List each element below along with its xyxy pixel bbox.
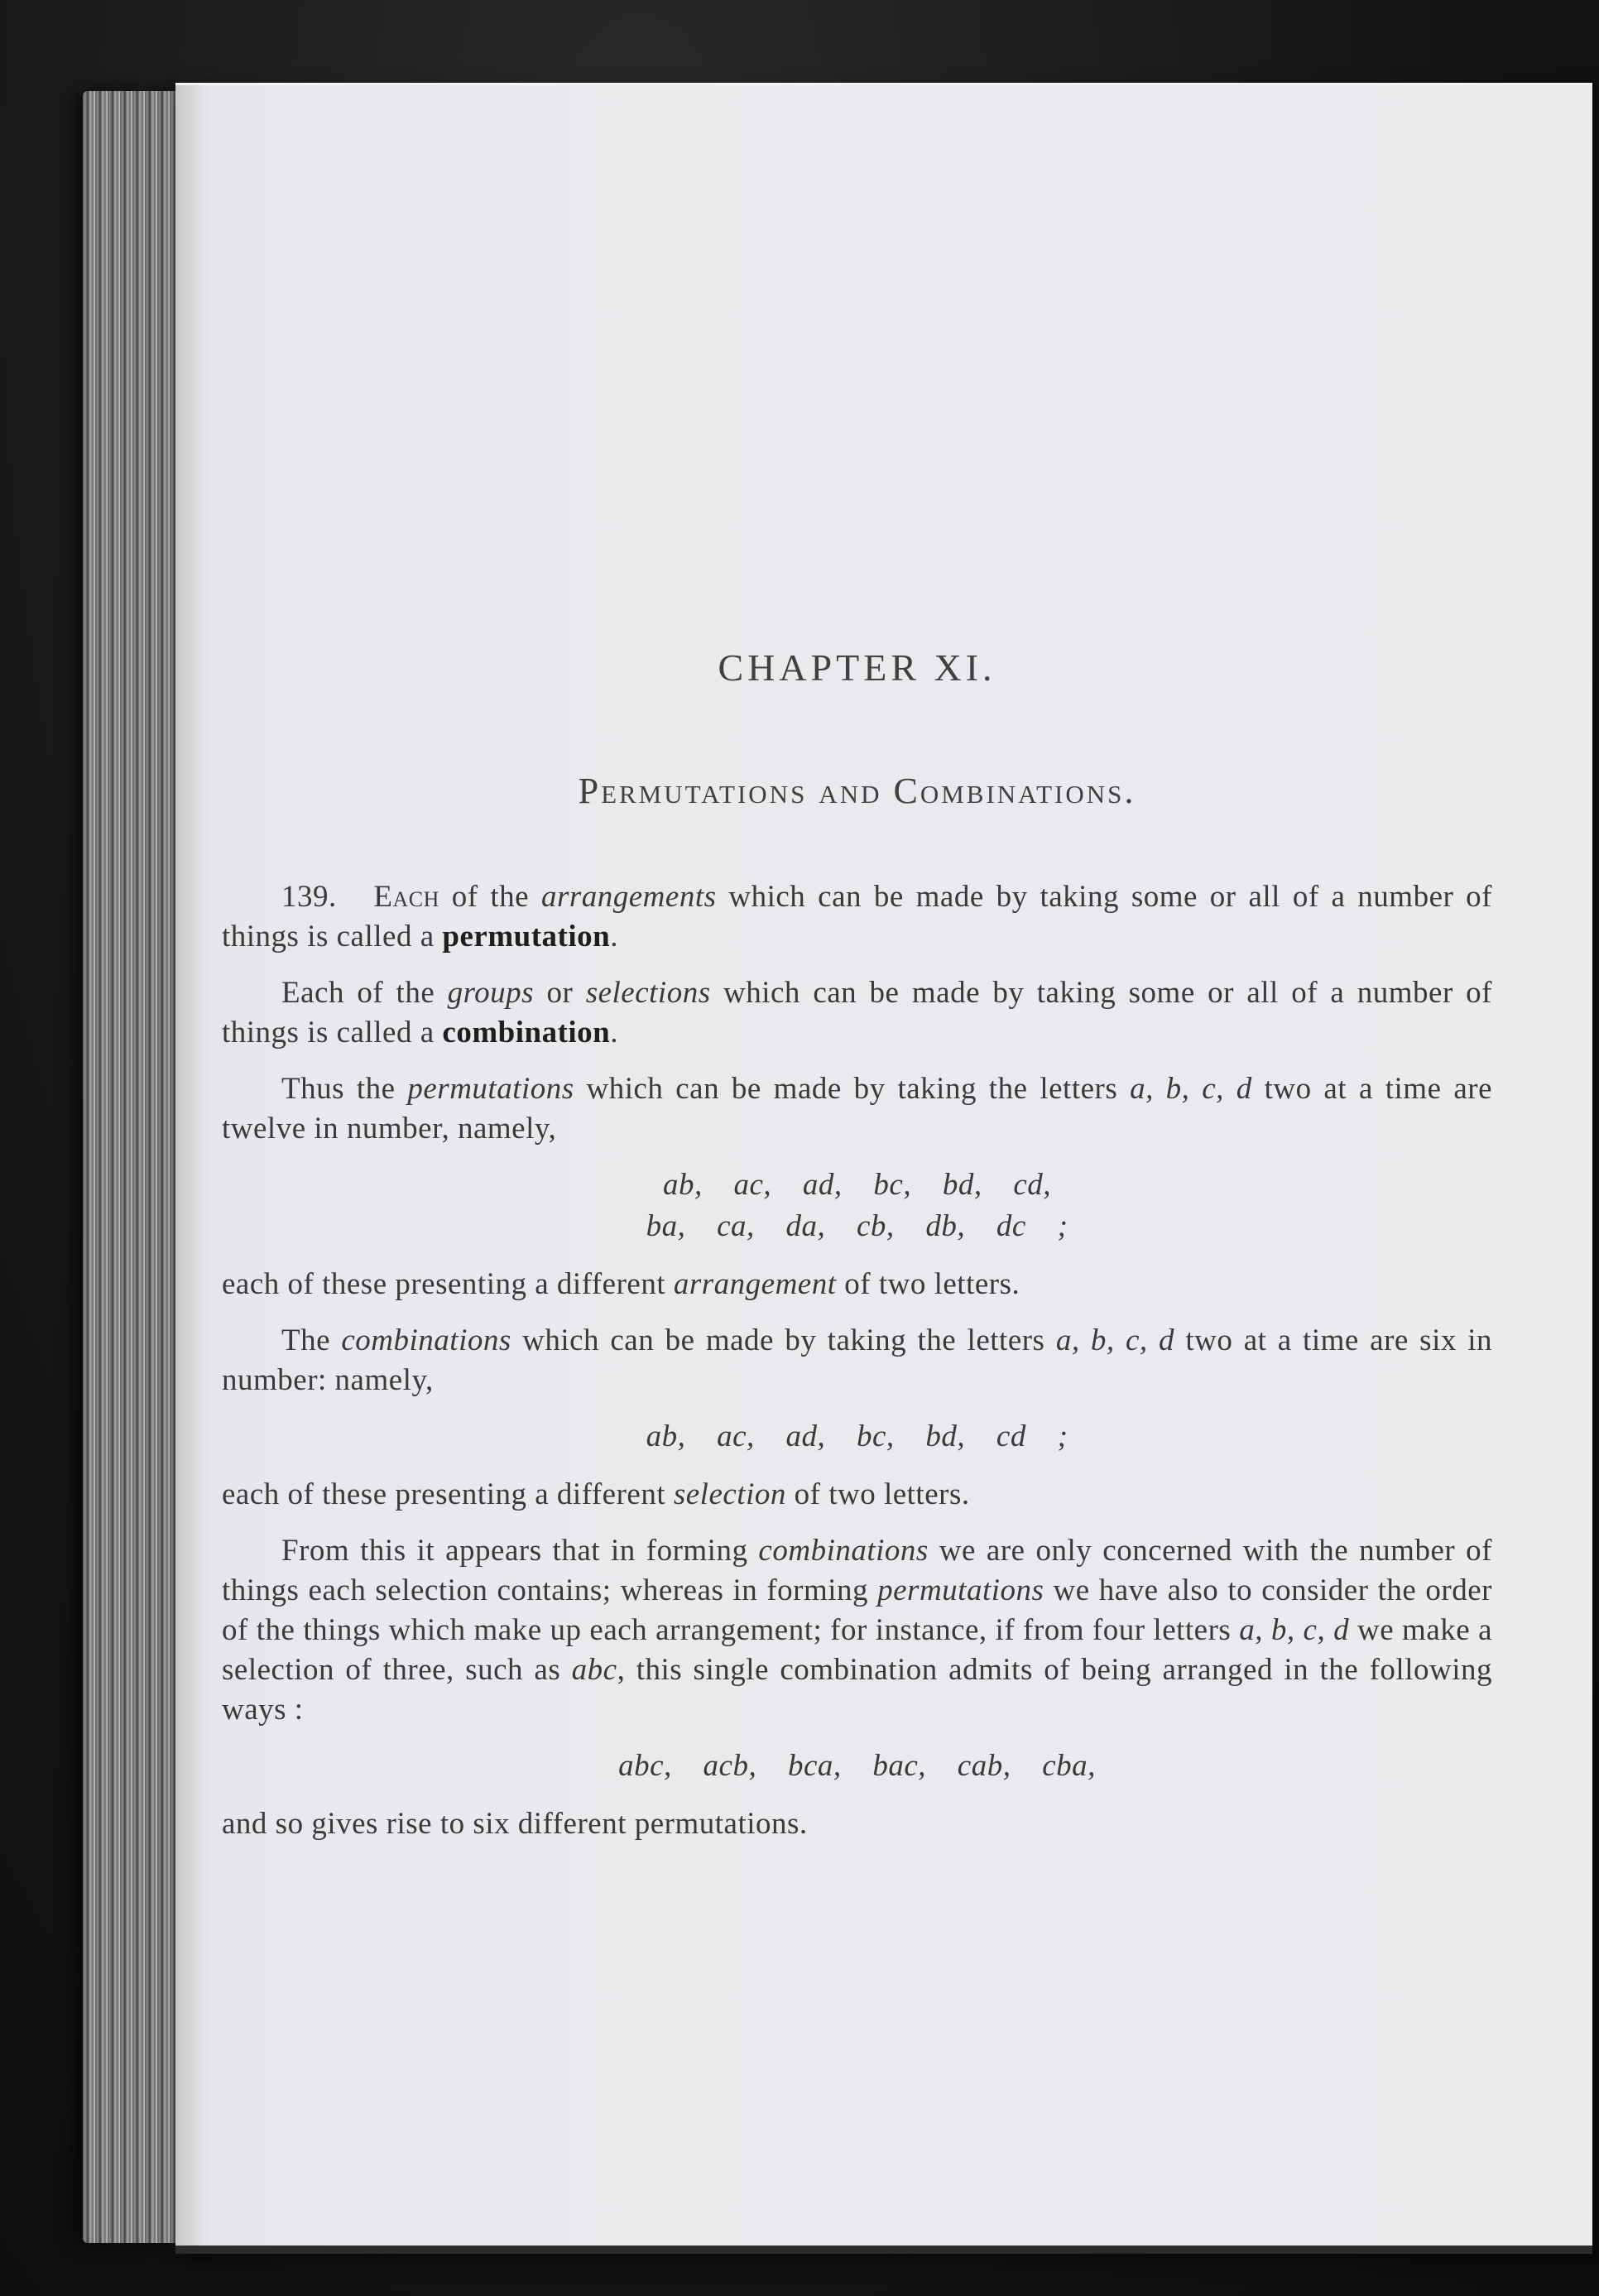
italic-term: abc	[571, 1653, 617, 1687]
paragraph-permutation-definition	[222, 877, 1492, 957]
text-run: The	[281, 1323, 342, 1357]
text-run: , this single combination admits of being arranged in the following ways :	[222, 1653, 1492, 1727]
paragraph-permutations-example	[222, 1069, 1492, 1149]
combination-row: ab, ac, ad, bc, bd, cd ;	[646, 1419, 1068, 1453]
italic-term: arrangements	[540, 880, 717, 914]
italic-term: permutations	[407, 1072, 574, 1106]
bold-term-permutation: permutation	[442, 920, 611, 953]
text-run: we are only concerned with the number of things each selection contains; whereas in forming	[222, 1534, 1492, 1607]
paragraph-combinations-example	[222, 1321, 1492, 1400]
text-run: we make a selection of three, such as	[222, 1613, 1492, 1687]
text-run: which can be made by taking the letters	[574, 1072, 1131, 1106]
text-run: .	[610, 920, 618, 953]
italic-letters: a, b, c, d	[1239, 1613, 1350, 1647]
bold-term-combination: combination	[442, 1016, 611, 1050]
text-run: of two letters.	[785, 1477, 970, 1511]
italic-term: combinations	[758, 1534, 929, 1568]
lead-word: Each	[373, 880, 439, 914]
permutation-list	[222, 1165, 1492, 1246]
body-text	[222, 877, 1492, 1861]
paragraph-conclusion: and so gives rise to six different permutations.	[222, 1807, 808, 1841]
text-run: of the	[439, 880, 541, 914]
text-run: which can be made by taking the letters	[511, 1323, 1056, 1357]
text-run: .	[610, 1016, 618, 1050]
italic-term: arrangement	[673, 1267, 837, 1301]
text-run: of two letters.	[836, 1267, 1020, 1301]
text-run: From this it appears that in forming	[281, 1534, 759, 1568]
text-run: we have also to consider the order of the things which make up each arrangement; for instance, if from four letters	[222, 1573, 1492, 1647]
text-run: or	[534, 976, 586, 1010]
section-title: Permutations and Combinations.	[578, 771, 1136, 811]
italic-term: permutations	[877, 1573, 1044, 1607]
text-run: which can be made by taking some or all of a number of things is called a	[222, 880, 1492, 953]
permutation-row-1: ab, ac, ad, bc, bd, cd,	[662, 1168, 1052, 1202]
text-run: Thus the	[281, 1072, 408, 1106]
italic-term: combinations	[341, 1323, 511, 1357]
paragraph-arrangement-note	[222, 1265, 1492, 1304]
paragraph-comparison	[222, 1531, 1492, 1730]
italic-letters: a, b, c, d	[1130, 1072, 1252, 1106]
paragraph-selection-note	[222, 1475, 1492, 1515]
italic-letters: a, b, c, d	[1055, 1323, 1175, 1357]
italic-term: selection	[673, 1477, 786, 1511]
arrangement-list	[222, 1746, 1492, 1786]
text-run: each of these presenting a different	[222, 1267, 674, 1301]
italic-term: selections	[585, 976, 711, 1010]
italic-term: groups	[447, 976, 535, 1010]
text-run: each of these presenting a different	[222, 1477, 674, 1511]
text-run: two at a time are twelve in number, namely,	[222, 1072, 1492, 1146]
paragraph-combination-definition	[222, 973, 1492, 1053]
text-run: which can be made by taking some or all of a number of things is called a	[222, 976, 1492, 1050]
arrangement-row: abc, acb, bca, bac, cab, cba,	[618, 1749, 1096, 1783]
article-number: 139.	[281, 880, 337, 914]
text-run: two at a time are six in number: namely,	[222, 1323, 1492, 1397]
permutation-row-2: ba, ca, da, cb, db, dc ;	[646, 1209, 1068, 1243]
chapter-heading: CHAPTER XI.	[718, 646, 996, 689]
text-run: Each of the	[281, 976, 448, 1010]
combination-list	[222, 1417, 1492, 1457]
